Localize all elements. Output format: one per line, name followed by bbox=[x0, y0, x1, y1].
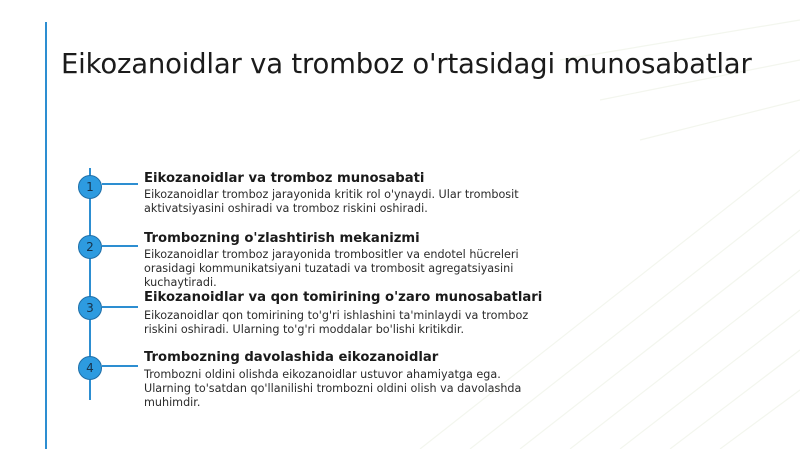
step-3-heading: Eikozanoidlar va qon tomirining o'zaro munosabatlari bbox=[144, 290, 543, 305]
step-2-connector bbox=[102, 245, 138, 247]
step-1-heading: Eikozanoidlar va tromboz munosabati bbox=[144, 171, 425, 186]
step-4-body: Trombozni oldini olishda eikozanoidlar ustuvor ahamiyatga ega. Ularning to'satdan qo'llanilishi trombozni oldini olish va davolashda muhimdir. bbox=[144, 368, 522, 409]
step-4-marker: 4 bbox=[78, 356, 102, 380]
step-3-body: Eikozanoidlar qon tomirining to'g'ri ishlashini ta'minlaydi va tromboz riskini oshiradi. Ularning to'g'ri moddalar bo'lishi kritikdir. bbox=[144, 309, 529, 336]
step-1-connector bbox=[102, 183, 138, 185]
step-1-body: Eikozanoidlar tromboz jarayonida kritik rol o'ynaydi. Ular trombosit aktivatsiyasini oshiradi va tromboz riskini oshiradi. bbox=[144, 188, 519, 215]
step-1-marker: 1 bbox=[78, 175, 102, 199]
left-accent-rule bbox=[45, 22, 47, 449]
step-3-connector bbox=[102, 306, 138, 308]
step-2-marker: 2 bbox=[78, 235, 102, 259]
step-4-connector bbox=[102, 365, 138, 367]
step-2-body: Eikozanoidlar tromboz jarayonida trombositler va endotel hücreleri orasidagi kommunikatsiyani tuzatadi va trombosit agregatsiyasini kuchaytiradi. bbox=[144, 248, 519, 289]
step-2-heading: Trombozning o'zlashtirish mekanizmi bbox=[144, 231, 420, 246]
step-4-heading: Trombozning davolashida eikozanoidlar bbox=[144, 350, 439, 365]
step-3-marker: 3 bbox=[78, 296, 102, 320]
slide-title: Eikozanoidlar va tromboz o'rtasidagi munosabatlar bbox=[61, 48, 752, 80]
